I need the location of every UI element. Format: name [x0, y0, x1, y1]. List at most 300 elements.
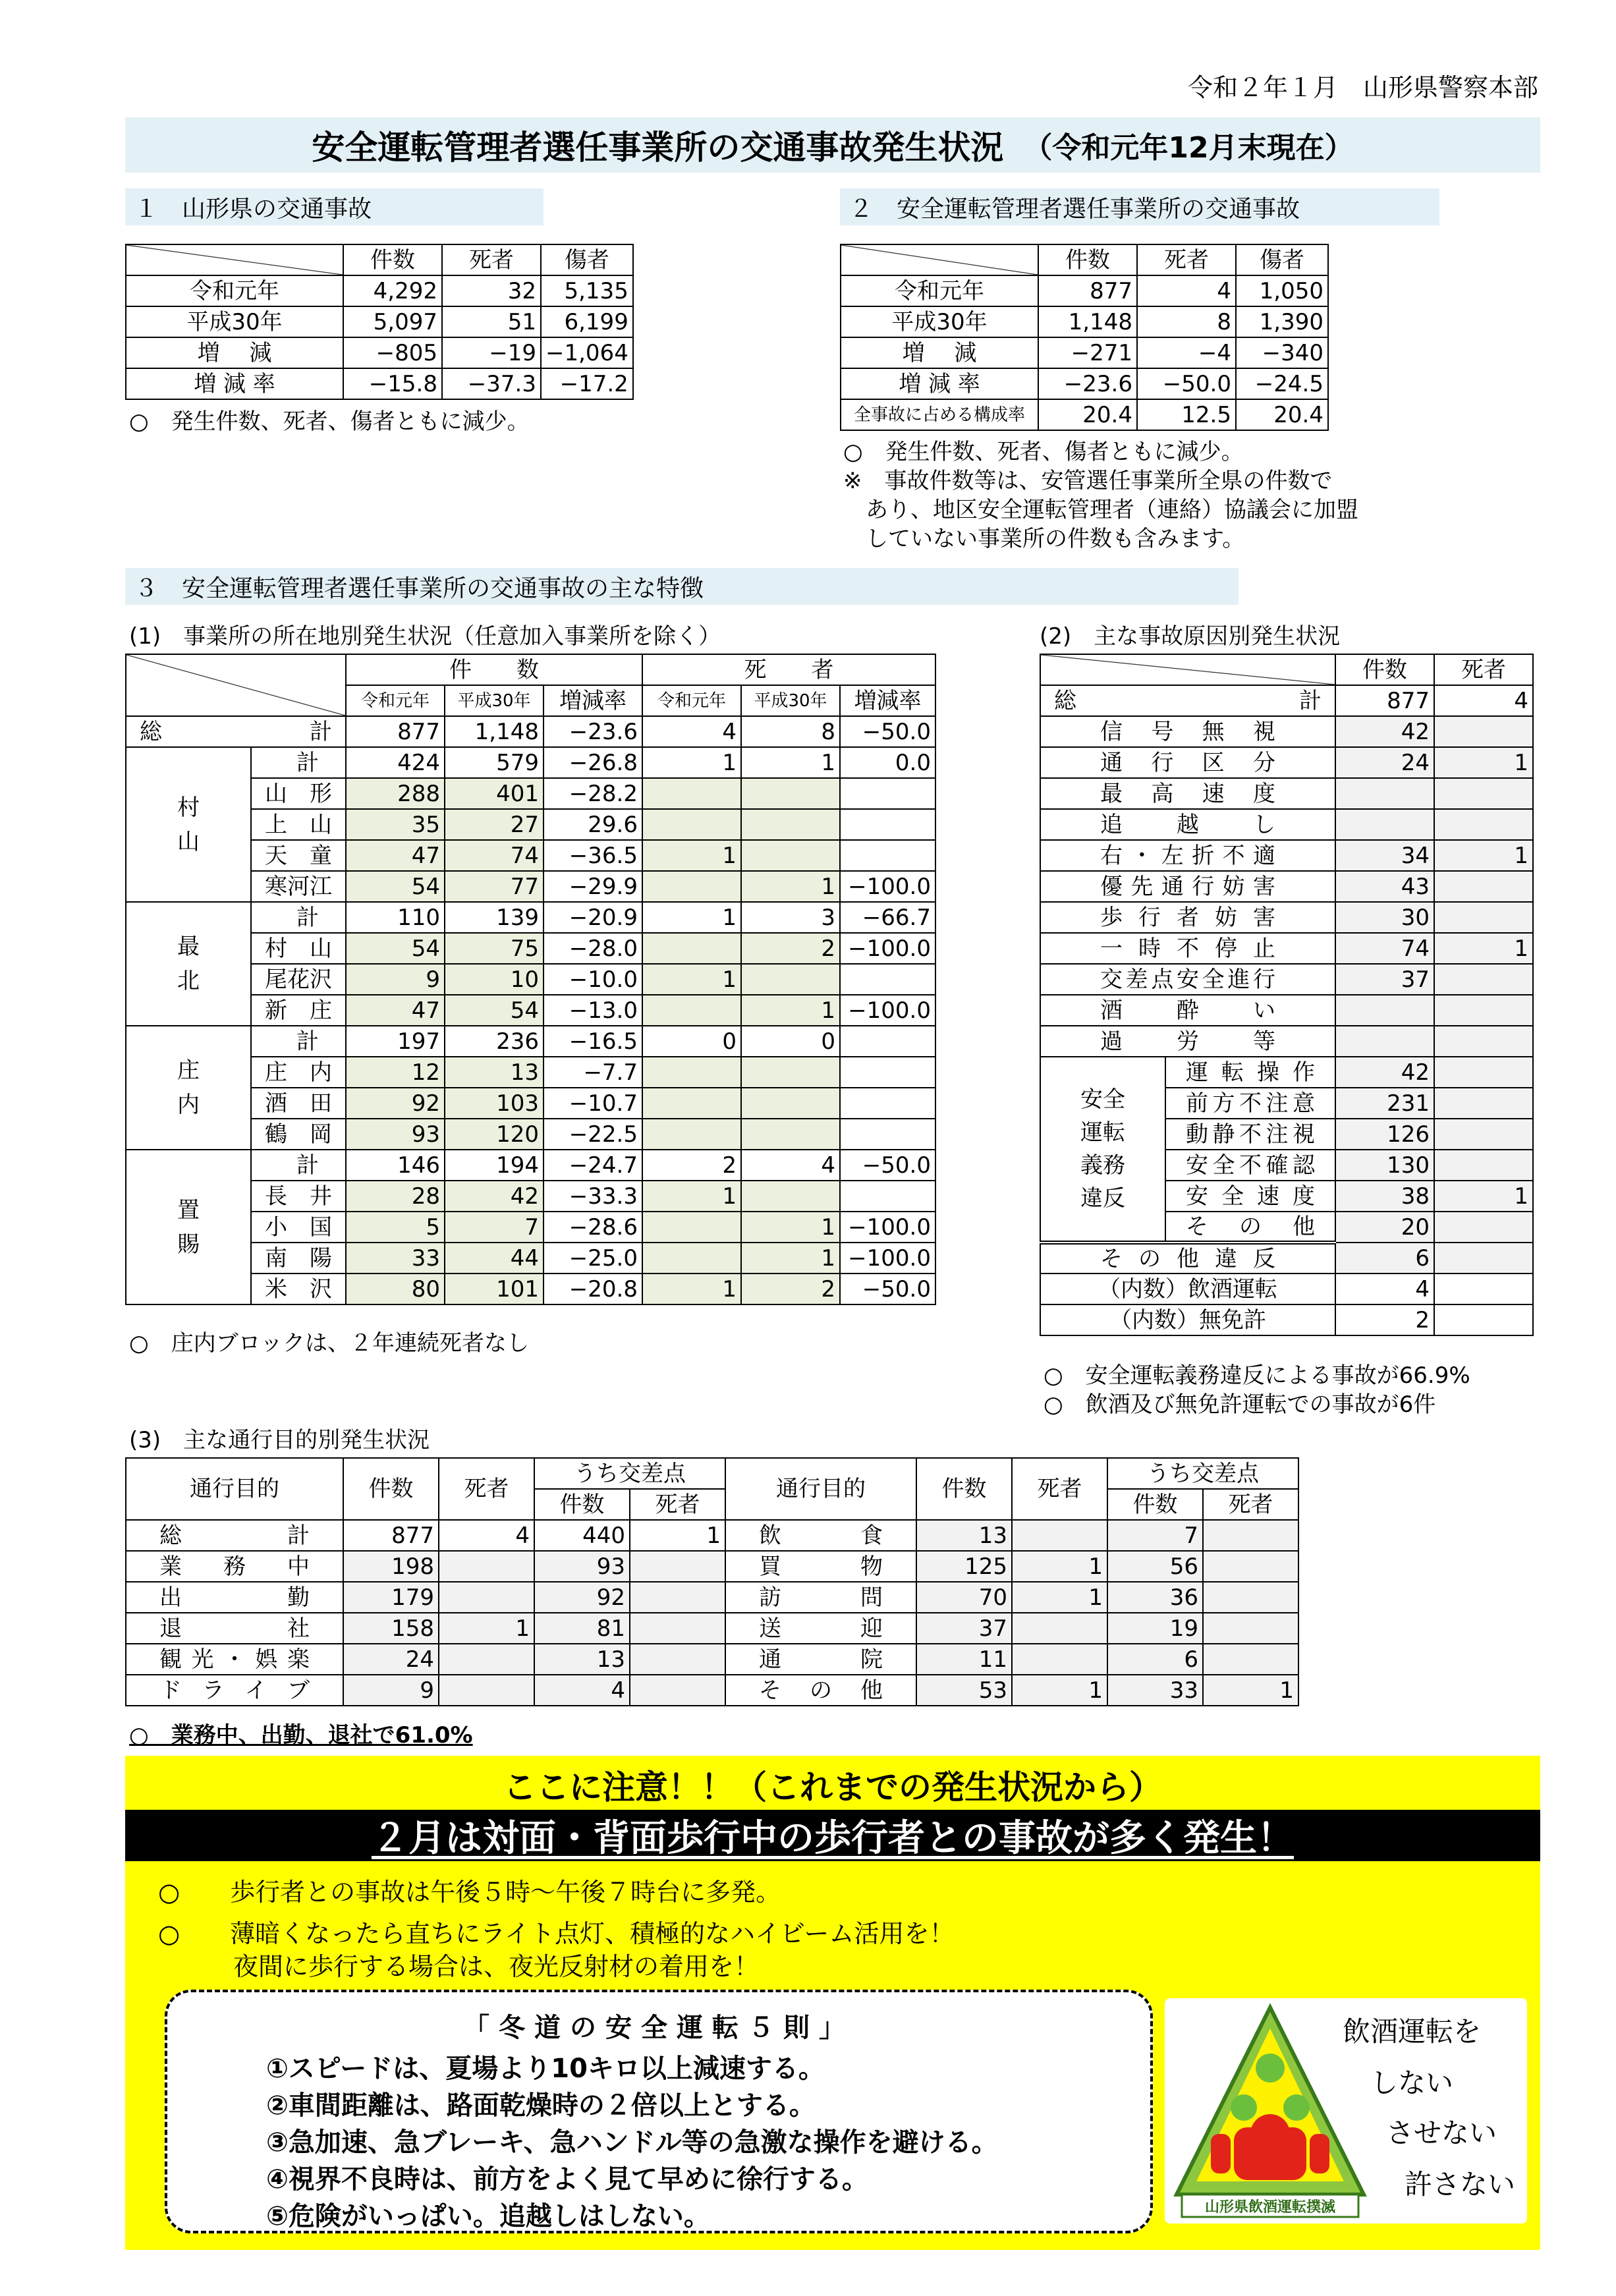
value-cell [840, 778, 935, 809]
value-cell: −24.7 [543, 1150, 642, 1181]
rules-title: 「冬道の安全運転５則」 [463, 2013, 854, 2043]
value-cell [1434, 1026, 1533, 1057]
location-table-caption: (1) 事業所の所在地別発生状況（任意加入事業所を除く） [129, 623, 721, 650]
row-label: 新 庄 [251, 995, 346, 1026]
value-cell: 1 [1012, 1675, 1107, 1706]
value-cell: 0 [642, 1026, 741, 1057]
value-cell: 4 [1335, 1274, 1434, 1304]
value-cell [741, 1119, 840, 1150]
value-cell: 440 [534, 1520, 630, 1551]
cause-label: 歩 行 者 妨 害 [1040, 902, 1335, 933]
value-cell: 24 [1335, 747, 1434, 778]
value-cell [840, 1026, 935, 1057]
value-cell [630, 1613, 725, 1644]
purpose-label: 送 迎 [725, 1613, 916, 1644]
value-cell: −20.9 [543, 902, 642, 933]
value-cell [1203, 1644, 1298, 1675]
logo-text: 許さない [1405, 2168, 1516, 2200]
cause-row [1040, 1026, 1533, 1057]
value-cell: 36 [1107, 1582, 1203, 1613]
value-cell [1434, 716, 1533, 747]
value-cell [840, 840, 935, 871]
value-cell: 1 [741, 1243, 840, 1274]
row-label: 長 井 [251, 1181, 346, 1212]
value-cell: 1 [630, 1520, 725, 1551]
cause-row [1040, 840, 1533, 871]
purpose-note: ○ 業務中、出勤、退社で61.0% [129, 1722, 473, 1749]
cause-label: （内数）飲酒運転 [1040, 1274, 1335, 1304]
value-cell [1335, 809, 1434, 840]
value-cell [1434, 1057, 1533, 1088]
value-cell: −28.6 [543, 1212, 642, 1243]
purpose-label: 総 計 [126, 1520, 343, 1551]
cause-row [1040, 1057, 1533, 1088]
rule-item: ①スピードは、夏場より10キロ以上減速する。 [266, 2054, 825, 2084]
value-cell [642, 1088, 741, 1119]
cause-label: 運 転 操 作 [1165, 1057, 1335, 1088]
value-cell: 92 [346, 1088, 445, 1119]
row-label: 計 [251, 1150, 346, 1181]
value-cell: 6 [1107, 1644, 1203, 1675]
purpose-table-caption: (3) 主な通行目的別発生状況 [129, 1427, 430, 1453]
cause-label: 過 労 等 [1040, 1026, 1335, 1057]
cause-row [1040, 995, 1533, 1026]
purpose-label: 訪 問 [725, 1582, 916, 1613]
block-subtotal-row [126, 1150, 935, 1181]
purpose-row [126, 1551, 1298, 1582]
value-cell [1434, 995, 1533, 1026]
value-cell: 1 [1434, 840, 1533, 871]
value-cell: −10.7 [543, 1088, 642, 1119]
value-cell [439, 1675, 534, 1706]
value-cell [1012, 1613, 1107, 1644]
value-cell: 37 [1335, 964, 1434, 995]
value-cell: 1 [1012, 1551, 1107, 1582]
value-cell: 80 [346, 1274, 445, 1304]
value-cell: 1 [1434, 933, 1533, 964]
value-cell [439, 1644, 534, 1675]
value-cell: 30 [1335, 902, 1434, 933]
value-cell [642, 995, 741, 1026]
rule-item: ②車間距離は、路面乾燥時の２倍以上とする。 [266, 2090, 816, 2121]
value-cell: 125 [916, 1551, 1012, 1582]
purpose-label: 通 院 [725, 1644, 916, 1675]
value-cell: 93 [346, 1119, 445, 1150]
purpose-label: ド ラ イ ブ [126, 1675, 343, 1706]
purpose-row [126, 1675, 1298, 1706]
value-cell [1434, 1088, 1533, 1119]
value-cell: 7 [1107, 1520, 1203, 1551]
value-cell [1335, 995, 1434, 1026]
logo-text: しない [1370, 2067, 1454, 2099]
value-cell [840, 1181, 935, 1212]
value-cell: −29.9 [543, 871, 642, 902]
value-cell: 81 [534, 1613, 630, 1644]
value-cell: 42 [445, 1181, 543, 1212]
warning-panel [125, 1756, 1540, 2250]
value-cell: 13 [534, 1644, 630, 1675]
row-label: 南 陽 [251, 1243, 346, 1274]
value-cell [642, 809, 741, 840]
value-cell: −26.8 [543, 747, 642, 778]
warning-line: 夜間に歩行する場合は、夜光反射材の着用を！ [158, 1952, 760, 1981]
value-cell: 2 [741, 933, 840, 964]
value-cell [1203, 1551, 1298, 1582]
value-cell: 12 [346, 1057, 445, 1088]
warning-title: ここに注意！！（これまでの発生状況から） [503, 1768, 1162, 1806]
value-cell [642, 871, 741, 902]
value-cell: 579 [445, 747, 543, 778]
value-cell: 10 [445, 964, 543, 995]
row-label: 村 山 [251, 933, 346, 964]
value-cell: 11 [916, 1644, 1012, 1675]
value-cell: 33 [346, 1243, 445, 1274]
section3-heading: ３ 安全運転管理者選任事業所の交通事故の主な特徴 [125, 568, 1239, 605]
value-cell: −50.0 [840, 1274, 935, 1304]
value-cell: 236 [445, 1026, 543, 1057]
row-label: 米 沢 [251, 1274, 346, 1304]
value-cell: 42 [1335, 716, 1434, 747]
purpose-label: 観光・娯楽 [126, 1644, 343, 1675]
value-cell: 146 [346, 1150, 445, 1181]
logo-text: させない [1386, 2117, 1497, 2149]
value-cell: 110 [346, 902, 445, 933]
cause-row [1040, 933, 1533, 964]
value-cell [1434, 778, 1533, 809]
value-cell: −100.0 [840, 1212, 935, 1243]
value-cell: 4 [439, 1520, 534, 1551]
value-cell [642, 778, 741, 809]
value-cell: 198 [343, 1551, 439, 1582]
value-cell: 9 [346, 964, 445, 995]
value-cell: 1 [1203, 1675, 1298, 1706]
value-cell: 1 [642, 1274, 741, 1304]
row-label: 寒河江 [251, 871, 346, 902]
value-cell [1203, 1582, 1298, 1613]
row-label: 上 山 [251, 809, 346, 840]
value-cell: 101 [445, 1274, 543, 1304]
cause-row [1040, 1243, 1533, 1274]
value-cell [741, 964, 840, 995]
value-cell: −36.5 [543, 840, 642, 871]
value-cell: −20.8 [543, 1274, 642, 1304]
value-cell: 2 [1335, 1304, 1434, 1335]
value-cell: −28.0 [543, 933, 642, 964]
value-cell: −13.0 [543, 995, 642, 1026]
block-name: 置 賜 [126, 1150, 251, 1304]
rule-item: ③急加速、急ブレーキ、急ハンドル等の急激な操作を避ける。 [266, 2127, 998, 2158]
cause-label: そ の 他 [1165, 1212, 1335, 1243]
value-cell: 54 [346, 871, 445, 902]
value-cell [741, 809, 840, 840]
cause-label: 最 高 速 度 [1040, 778, 1335, 809]
cause-label: （内数）無免許 [1040, 1304, 1335, 1335]
cause-row [1040, 747, 1533, 778]
value-cell [630, 1582, 725, 1613]
cause-label: そ の 他 違 反 [1040, 1243, 1335, 1274]
row-label: 鶴 岡 [251, 1119, 346, 1150]
location-note: ○ 庄内ブロックは、２年連続死者なし [129, 1330, 529, 1357]
value-cell: 37 [916, 1613, 1012, 1644]
cause-row [1040, 1304, 1533, 1335]
value-cell: 288 [346, 778, 445, 809]
warning-line: ○ 歩行者との事故は午後５時〜午後７時台に多発。 [158, 1878, 781, 1907]
value-cell [1434, 1150, 1533, 1181]
value-cell [1335, 778, 1434, 809]
block-name: 村 山 [126, 747, 251, 902]
title-date: （令和元年12月末現在） [1023, 131, 1354, 165]
value-cell: 1 [1434, 747, 1533, 778]
row-label: 小 国 [251, 1212, 346, 1243]
value-cell [840, 809, 935, 840]
value-cell: 2 [741, 1274, 840, 1304]
value-cell: 120 [445, 1119, 543, 1150]
value-cell [1434, 871, 1533, 902]
value-cell [741, 1057, 840, 1088]
value-cell: −33.3 [543, 1181, 642, 1212]
block-name: 庄 内 [126, 1026, 251, 1150]
section2-notes: ○ 発生件数、死者、傷者ともに減少。 ※ 事故件数等は、安管選任事業所全県の件数で あり、地区安全運転管理者（連絡）協議会に加盟 していない事業所の件数も含みます。 [843, 439, 1358, 552]
value-cell: 1 [741, 871, 840, 902]
value-cell: −10.0 [543, 964, 642, 995]
value-cell: 130 [1335, 1150, 1434, 1181]
value-cell: 7 [445, 1212, 543, 1243]
value-cell: 103 [445, 1088, 543, 1119]
value-cell [741, 840, 840, 871]
row-label: 計 [251, 1026, 346, 1057]
value-cell [642, 1212, 741, 1243]
value-cell: 47 [346, 840, 445, 871]
value-cell: 1 [741, 1212, 840, 1243]
value-cell [630, 1644, 725, 1675]
value-cell [439, 1582, 534, 1613]
value-cell: 0.0 [840, 747, 935, 778]
cause-label: 優先通行妨害 [1040, 871, 1335, 902]
value-cell: 43 [1335, 871, 1434, 902]
cause-label: 安 全 速 度 [1165, 1181, 1335, 1212]
cause-label: 安全不確認 [1165, 1150, 1335, 1181]
value-cell: 2 [642, 1150, 741, 1181]
value-cell: −25.0 [543, 1243, 642, 1274]
row-label: 計 [251, 747, 346, 778]
purpose-label: 買 物 [725, 1551, 916, 1582]
value-cell: 42 [1335, 1057, 1434, 1088]
value-cell: 47 [346, 995, 445, 1026]
value-cell: 1 [642, 964, 741, 995]
value-cell [1434, 1304, 1533, 1335]
cause-label: 前方不注意 [1165, 1088, 1335, 1119]
value-cell: 4 [741, 1150, 840, 1181]
value-cell: 877 [343, 1520, 439, 1551]
logo-band: 山形県飲酒運転撲滅 [1204, 2199, 1336, 2216]
block-subtotal-row [126, 747, 935, 778]
issuer-header: 令和２年１月 山形県警察本部 [1187, 73, 1538, 102]
value-cell: 1 [439, 1613, 534, 1644]
purpose-label: 業 務 中 [126, 1551, 343, 1582]
value-cell: 54 [346, 933, 445, 964]
value-cell: 20 [1335, 1212, 1434, 1243]
purpose-label: 退 社 [126, 1613, 343, 1644]
value-cell: 24 [343, 1644, 439, 1675]
value-cell: 1 [1434, 1181, 1533, 1212]
cause-label: 動静不注視 [1165, 1119, 1335, 1150]
triangle-mascot-icon [1171, 2002, 1369, 2220]
value-cell: 93 [534, 1551, 630, 1582]
value-cell: 158 [343, 1613, 439, 1644]
section1-note: ○ 発生件数、死者、傷者ともに減少。 [129, 408, 530, 435]
value-cell [630, 1675, 725, 1706]
value-cell [1434, 902, 1533, 933]
value-cell: 75 [445, 933, 543, 964]
value-cell [1012, 1520, 1107, 1551]
value-cell: 1 [741, 995, 840, 1026]
value-cell: 13 [916, 1520, 1012, 1551]
logo-text: 飲酒運転を [1343, 2015, 1482, 2048]
value-cell: 9 [343, 1675, 439, 1706]
rule-item: ④視界不良時は、前方をよく見て早めに徐行する。 [266, 2164, 868, 2195]
value-cell [1434, 1274, 1533, 1304]
block-subtotal-row [126, 902, 935, 933]
value-cell: 44 [445, 1243, 543, 1274]
value-cell: 4 [534, 1675, 630, 1706]
cause-label: 酒 酔 い [1040, 995, 1335, 1026]
value-cell [741, 778, 840, 809]
value-cell: 194 [445, 1150, 543, 1181]
value-cell [1203, 1613, 1298, 1644]
purpose-table: 通行目的 件数 死者 うち交差点 通行目的 件数 死者 うち交差点 件数 死者 件数 死者 総 計 877 4 440 1 飲 食 13 7 業 務 中 198 93 買 物 125 1 56 出 勤 179 92 訪 問 70 1 36 退 社 158 1 81 送 迎 37 19 観光・娯楽 24 13 通 院 11 6 ド ラ イ ブ 9 4 そ の 他 53 1 33 1 [125, 1457, 1299, 1706]
value-cell: −16.5 [543, 1026, 642, 1057]
page-title: 安全運転管理者選任事業所の交通事故発生状況 （令和元年12月末現在） [125, 117, 1540, 173]
value-cell: 3 [741, 902, 840, 933]
value-cell [1434, 1212, 1533, 1243]
value-cell: 126 [1335, 1119, 1434, 1150]
purpose-row [126, 1520, 1298, 1551]
value-cell: −100.0 [840, 871, 935, 902]
value-cell: 35 [346, 809, 445, 840]
value-cell: 13 [445, 1057, 543, 1088]
row-label: 山 形 [251, 778, 346, 809]
anti-drunk-driving-logo [1165, 1998, 1527, 2224]
cause-notes: ○ 安全運転義務違反による事故が66.9% ○ 飲酒及び無免許運転での事故が6件 [1044, 1362, 1470, 1418]
value-cell: 1 [741, 747, 840, 778]
value-cell: 231 [1335, 1088, 1434, 1119]
value-cell: 6 [1335, 1243, 1434, 1274]
cause-label: 右・左折不適 [1040, 840, 1335, 871]
value-cell: 74 [445, 840, 543, 871]
value-cell: 1 [642, 902, 741, 933]
row-label: 計 [251, 902, 346, 933]
value-cell: 1 [642, 747, 741, 778]
cause-label: 追 越 し [1040, 809, 1335, 840]
value-cell: 28 [346, 1181, 445, 1212]
value-cell [741, 1088, 840, 1119]
warning-banner: ２月は対面・背面歩行中の歩行者との事故が多く発生！ [125, 1810, 1540, 1861]
section2-heading: ２ 安全運転管理者選任事業所の交通事故 [840, 188, 1439, 225]
value-cell [1203, 1520, 1298, 1551]
value-cell: 1 [642, 840, 741, 871]
cause-label: 一 時 不 停 止 [1040, 933, 1335, 964]
value-cell [642, 1243, 741, 1274]
value-cell: 1 [642, 1181, 741, 1212]
block-name: 最 北 [126, 902, 251, 1026]
cause-label: 交差点安全進行 [1040, 964, 1335, 995]
row-label: 尾花沢 [251, 964, 346, 995]
warning-line: ○ 薄暗くなったら直ちにライト点灯、積極的なハイビーム活用を！ [158, 1919, 955, 1948]
value-cell [840, 1119, 935, 1150]
value-cell: −100.0 [840, 933, 935, 964]
cause-table: 件数 死者 総 計 877 4 信 号 無 視 42 通 行 区 分 24 1 最 高 速 度 追 越 し 右・左折不適 34 1 優先通行妨害 43 歩 行 者 妨 害 30 一 時 不 停 止 74 1 交差点安全進行 37 酒 酔 い 過 労 等 安全運転義務違反 運 転 操 作 42 前方不注意 231 動静不注視 126 安全不確認 130 安 全 速 度 38 1 そ の 他 20 そ の 他 違 反 6 （内数）飲酒運転 4 （内数）無免許 2 [1040, 654, 1534, 1336]
value-cell: −50.0 [840, 1150, 935, 1181]
value-cell [840, 1088, 935, 1119]
cause-row [1040, 716, 1533, 747]
cause-row [1040, 1274, 1533, 1304]
value-cell: −22.5 [543, 1119, 642, 1150]
cause-row [1040, 778, 1533, 809]
value-cell [741, 1181, 840, 1212]
value-cell [1335, 1026, 1434, 1057]
value-cell: 179 [343, 1582, 439, 1613]
value-cell: 29.6 [543, 809, 642, 840]
value-cell [642, 1119, 741, 1150]
value-cell: 139 [445, 902, 543, 933]
value-cell: 54 [445, 995, 543, 1026]
block-subtotal-row [126, 1026, 935, 1057]
value-cell: 38 [1335, 1181, 1434, 1212]
purpose-label: そ の 他 [725, 1675, 916, 1706]
value-cell [1434, 1119, 1533, 1150]
row-label: 天 童 [251, 840, 346, 871]
value-cell: 53 [916, 1675, 1012, 1706]
cause-label: 信 号 無 視 [1040, 716, 1335, 747]
value-cell: 197 [346, 1026, 445, 1057]
value-cell: 401 [445, 778, 543, 809]
row-label: 庄 内 [251, 1057, 346, 1088]
cause-row [1040, 871, 1533, 902]
value-cell: −28.2 [543, 778, 642, 809]
winter-driving-rules [165, 1990, 1153, 2233]
row-label: 酒 田 [251, 1088, 346, 1119]
group-label: 安全運転義務違反 [1040, 1057, 1165, 1243]
purpose-label: 出 勤 [126, 1582, 343, 1613]
value-cell: 34 [1335, 840, 1434, 871]
section1-heading: １ 山形県の交通事故 [125, 188, 543, 225]
value-cell: −7.7 [543, 1057, 642, 1088]
value-cell: 70 [916, 1582, 1012, 1613]
value-cell [840, 1057, 935, 1088]
value-cell: 1 [1012, 1582, 1107, 1613]
purpose-row [126, 1582, 1298, 1613]
purpose-label: 飲 食 [725, 1520, 916, 1551]
value-cell [1434, 1243, 1533, 1274]
location-table: 件 数 死 者 令和元年 平成30年 増減率 令和元年 平成30年 増減率 総 計 877 1,148 −23.6 4 8 −50.0 村 山 計 424 579 −26.8 1 1 0.0 山 形 288 401 −28.2 上 山 35 27 29.6 天 童 47 74 −36.5 1 寒河江 54 77 −29.9 1 −100.0 最 北 計 110 139 −20.9 1 3 −66.7 村 山 54 75 −28.0 2 −100.0 尾花沢 9 10 −10.0 1 新 庄 47 54 −13.0 1 −100.0 庄 内 計 197 236 −16.5 0 0 庄 内 12 13 −7.7 酒 田 92 103 −10.7 鶴 岡 93 120 −22.5 置 賜 計 146 194 −24.7 2 4 −50.0 長 井 28 42 −33.3 1 小 国 5 7 −28.6 1 −100.0 南 陽 33 44 −25.0 1 −100.0 米 沢 80 101 −20.8 1 2 −50.0 [125, 654, 936, 1305]
purpose-row [126, 1644, 1298, 1675]
value-cell: 77 [445, 871, 543, 902]
value-cell: −100.0 [840, 1243, 935, 1274]
value-cell [439, 1551, 534, 1582]
value-cell: 424 [346, 747, 445, 778]
cause-row [1040, 964, 1533, 995]
value-cell [840, 964, 935, 995]
value-cell: −66.7 [840, 902, 935, 933]
cause-row [1040, 902, 1533, 933]
cause-table-caption: (2) 主な事故原因別発生状況 [1040, 623, 1341, 650]
rule-item: ⑤危険がいっぱい。追越しはしない。 [266, 2201, 710, 2231]
purpose-row [126, 1613, 1298, 1644]
value-cell: 19 [1107, 1613, 1203, 1644]
value-cell [1012, 1644, 1107, 1675]
value-cell: 74 [1335, 933, 1434, 964]
value-cell: 33 [1107, 1675, 1203, 1706]
